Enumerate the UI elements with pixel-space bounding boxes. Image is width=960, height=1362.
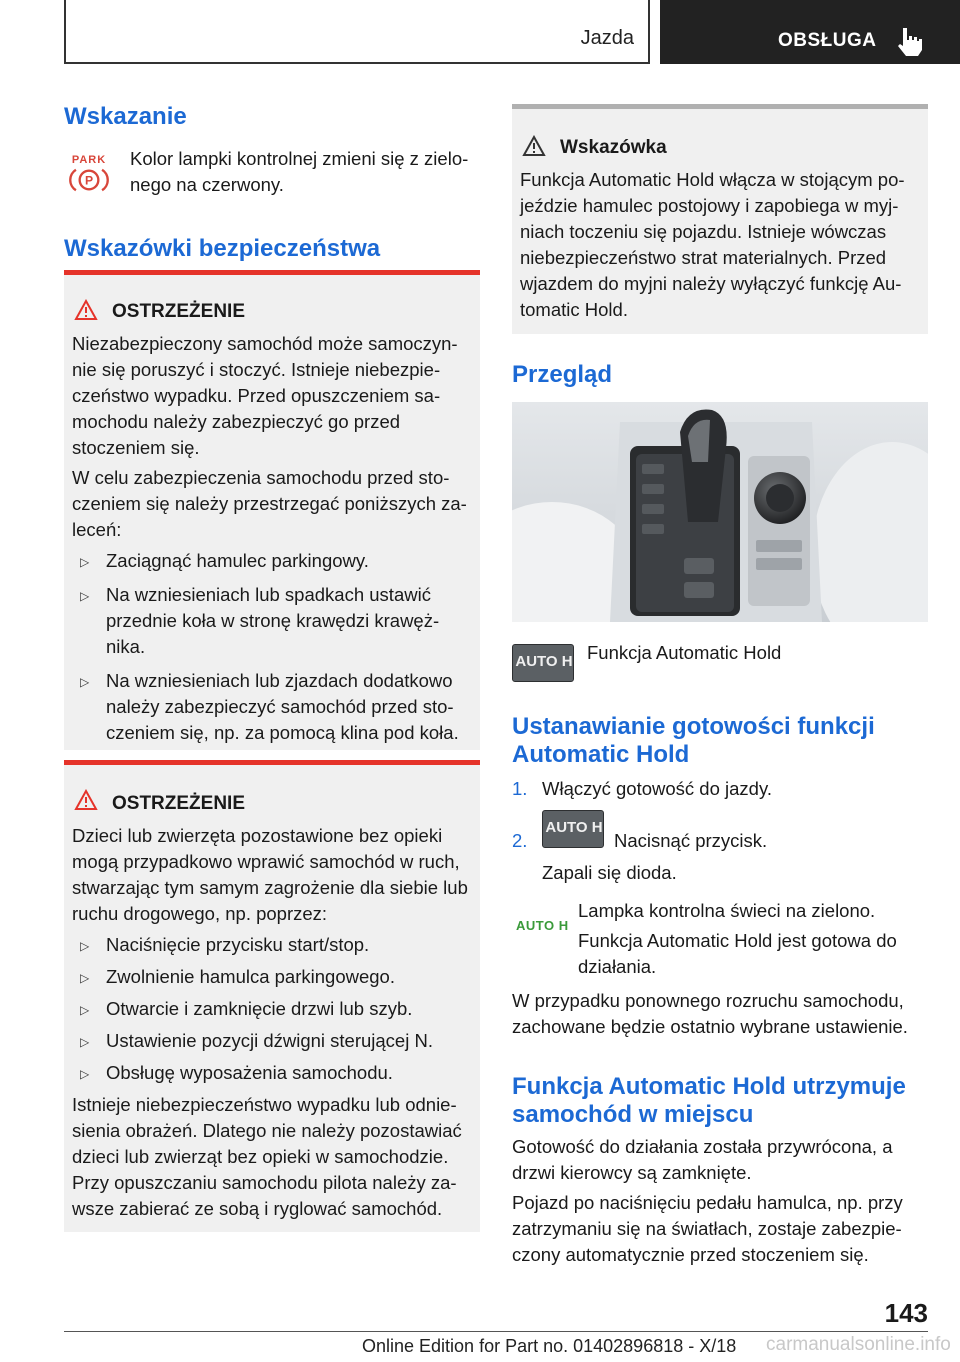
holds-line: Pojazd po naciśnięciu pedału hamulca, np. przy: [512, 1192, 903, 1213]
warning-2-bullet: Ustawienie pozycji dźwigni sterującej N.: [106, 1030, 433, 1051]
warning-1-line: nie się poruszyć i stoczyć. Istnieje niebezpie-: [72, 359, 441, 380]
warning-1-line: czeństwo wypadku. Przed opuszczeniem sa-: [72, 385, 441, 406]
step-1-text: Włączyć gotowość do jazdy.: [542, 778, 772, 799]
hint-line: jeździe hamulec postojowy i zapobiega w myj-: [520, 195, 899, 216]
warning-2-line: Przy opuszczaniu samochodu pilota należy za-: [72, 1172, 457, 1193]
hint-line: niebezpieczeństwo strat materialnych. Przed: [520, 247, 887, 268]
lamp-text-line1: Lampka kontrolna świeci na zielono.: [578, 900, 876, 921]
heading-safety: Wskazówki bezpieczeństwa: [64, 235, 381, 262]
hint-line: wjazdem do myjni należy wyłączyć funkcję Au-: [520, 273, 902, 294]
header-chapter-label: OBSŁUGA: [778, 30, 877, 51]
heading-ready-line1: Ustanawianie gotowości funkcji: [512, 713, 875, 740]
svg-text:P: P: [84, 173, 94, 188]
warning-2-title: OSTRZEŻENIE: [112, 793, 246, 814]
header-chapter-tab: [660, 0, 960, 64]
bullet-triangle-icon: ▷: [80, 1067, 90, 1081]
warning-2-line: dzieci lub zwierząt bez opieki w samochodzie.: [72, 1146, 449, 1167]
warning-box-1: [64, 270, 480, 750]
warning-2-line: sienia obrażeń. Dlatego nie należy pozostawiać: [72, 1120, 462, 1141]
warning-2-bullet: Zwolnienie hamulca parkingowego.: [106, 966, 395, 987]
lamp-text-line3: działania.: [578, 956, 657, 977]
holds-line: drzwi kierowcy są zamknięte.: [512, 1162, 752, 1183]
warning-1-bullet: nika.: [106, 636, 146, 657]
overview-caption: Funkcja Automatic Hold: [587, 642, 782, 663]
park-icon-label: PARK: [71, 154, 107, 166]
warning-triangle-icon: [74, 789, 98, 811]
hint-line: Funkcja Automatic Hold włącza w stojącym po-: [520, 169, 905, 190]
warning-1-bullet: czeniem się, np. za pomocą klina pod koła.: [106, 722, 459, 743]
auto-h-button-image: [542, 810, 604, 848]
restart-text-line1: W przypadku ponownego rozruchu samochodu,: [512, 990, 904, 1011]
warning-1-bullet: Na wzniesieniach lub zjazdach dodatkowo: [106, 670, 453, 691]
park-circle-icon: [66, 166, 112, 194]
bullet-triangle-icon: ▷: [80, 1035, 90, 1049]
step-1-number: 1.: [512, 778, 528, 799]
warning-1-title: OSTRZEŻENIE: [112, 301, 246, 322]
indicator-text-line2: nego na czerwony.: [130, 174, 284, 195]
bullet-triangle-icon: ▷: [80, 971, 90, 985]
warning-2-line: Istnieje niebezpieczeństwo wypadku lub odnie-: [72, 1094, 457, 1115]
hint-box: [512, 104, 928, 334]
heading-holds-line2: samochód w miejscu: [512, 1101, 754, 1128]
hint-line: niach toczeniu się pojazdu. Istnieje wówczas: [520, 221, 887, 242]
holds-line: czony automatycznie przed stoczeniem się.: [512, 1244, 869, 1265]
holds-line: zatrzymaniu się na światłach, zostaje zabezpie-: [512, 1218, 902, 1239]
page-number: 143: [884, 1298, 928, 1328]
warning-1-line: czeniem się należy przestrzegać poniższych za-: [72, 493, 467, 514]
auto-h-button-label: AUTO H: [515, 653, 573, 670]
warning-1-line: Niezabezpieczony samochód może samoczyn-: [72, 333, 458, 354]
warning-1-bullet: Zaciągnąć hamulec parkingowy.: [106, 550, 369, 571]
holds-line: Gotowość do działania została przywrócona, a: [512, 1136, 893, 1157]
header-section-title: Jazda: [580, 27, 634, 49]
warning-2-bullet: Otwarcie i zamknięcie drzwi lub szyb.: [106, 998, 413, 1019]
warning-2-bullet: Obsługę wyposażenia samochodu.: [106, 1062, 393, 1083]
bullet-triangle-icon: ▷: [80, 939, 90, 953]
warning-1-bullet: przednie koła w stronę krawędzi krawęż-: [106, 610, 440, 631]
auto-h-lamp-icon: AUTO H: [516, 918, 569, 933]
warning-1-bullet: Na wzniesieniach lub spadkach ustawić: [106, 584, 431, 605]
hint-triangle-icon: [522, 135, 546, 157]
warning-1-line: mochodu należy zabezpieczyć go przed: [72, 411, 401, 432]
auto-h-button-label: AUTO H: [545, 819, 603, 836]
warning-2-line: stwarzając tym samym zagrożenie dla siebie lub: [72, 877, 468, 898]
heading-ready-line2: Automatic Hold: [512, 741, 690, 768]
hint-line: tomatic Hold.: [520, 299, 628, 320]
park-brake-icon: [66, 154, 112, 196]
warning-2-line: ruchu drogowego, np. poprzez:: [72, 903, 328, 924]
step-2-subtext: Zapali się dioda.: [542, 862, 677, 883]
warning-1-bullet: należy zabezpieczyć samochód przed sto-: [106, 696, 454, 717]
warning-2-line: Dzieci lub zwierzęta pozostawione bez opieki: [72, 825, 443, 846]
bullet-triangle-icon: ▷: [80, 1003, 90, 1017]
step-2-text: Nacisnąć przycisk.: [614, 830, 768, 851]
warning-1-line: leceń:: [72, 519, 122, 540]
heading-indicator: Wskazanie: [64, 103, 187, 130]
warning-2-line: mogą przypadkowo wprawić samochód w ruch,: [72, 851, 460, 872]
heading-overview: Przegląd: [512, 361, 613, 388]
footer-edition: Online Edition for Part no. 01402896818 - X/18: [362, 1336, 737, 1356]
warning-2-bullet: Naciśnięcie przycisku start/stop.: [106, 934, 370, 955]
warning-1-line: W celu zabezpieczenia samochodu przed sto-: [72, 467, 450, 488]
hand-pointer-icon: [892, 24, 926, 58]
indicator-text-line1: Kolor lampki kontrolnej zmieni się z zielo-: [130, 148, 469, 169]
hint-title: Wskazówka: [560, 137, 667, 158]
center-console-image: [512, 402, 928, 622]
warning-triangle-icon: [74, 299, 98, 321]
heading-holds-line1: Funkcja Automatic Hold utrzymuje: [512, 1073, 906, 1100]
header-frame: [64, 0, 650, 64]
warning-1-line: stoczeniem się.: [72, 437, 200, 458]
auto-h-button-image: [512, 644, 574, 682]
footer-divider: [64, 1331, 928, 1332]
bullet-triangle-icon: ▷: [80, 589, 90, 603]
bullet-triangle-icon: ▷: [80, 675, 90, 689]
step-2-number: 2.: [512, 830, 528, 851]
bullet-triangle-icon: ▷: [80, 555, 90, 569]
restart-text-line2: zachowane będzie ostatnio wybrane ustawienie.: [512, 1016, 908, 1037]
warning-box-2: [64, 760, 480, 1232]
footer-watermark: carmanualsonline.info: [766, 1334, 951, 1355]
lamp-text-line2: Funkcja Automatic Hold jest gotowa do: [578, 930, 897, 951]
warning-2-line: wsze zabierać ze sobą i ryglować samochód.: [72, 1198, 443, 1219]
